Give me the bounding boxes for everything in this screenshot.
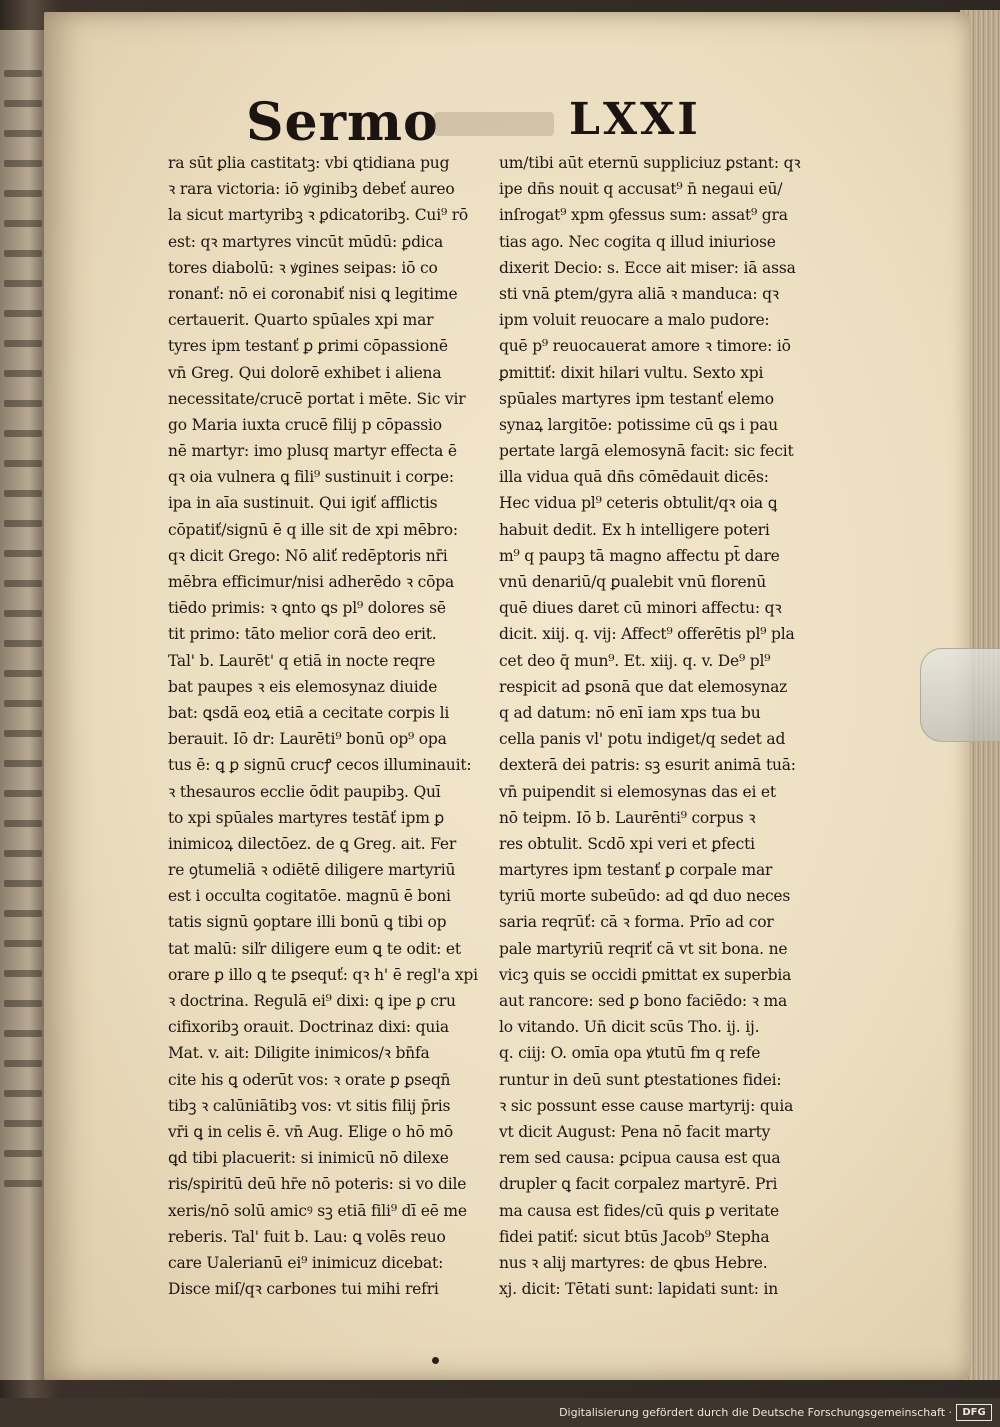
text-line: tatis signū ꝯoptare illi bonū ꝗ tibi op [168, 913, 447, 932]
text-line: Tal' b. Laurēt' q etiā in nocte reqre [168, 651, 436, 670]
text-line: ipe dn̄s nouit q accusat⁹ n̄ negaui eū/ [499, 180, 783, 199]
text-line: pertate largā elemosynā facit: sic fecit [499, 442, 794, 461]
text-line: cifixoribꝫ orauit. Doctrinaz dixi: quia [168, 1018, 449, 1037]
text-line: mēbra efficimur/nisi adherēdo ꝛ cōpa [168, 573, 455, 591]
text-line: q ad datum: nō enī iam xps tua bu [499, 703, 761, 722]
text-line: dixerit Decio: s. Ecce ait miser: iā assa [499, 258, 796, 277]
text-line: tus ē: ꝗ ꝑ signū crucꝭ cecos illuminauit: [168, 756, 472, 775]
text-line: spūales martyres ipm testanť elemo [499, 389, 774, 408]
text-line: reberis. Tal' fuit b. Lau: ꝗ volēs reuo [168, 1227, 446, 1246]
text-line: inſrogat⁹ xpm ꝯfessus sum: assat⁹ gra [499, 206, 788, 225]
text-line: lo vitando. Un̄ dicit scūs Tho. ij. ij. [499, 1018, 760, 1037]
text-line: tat malū: siľr diligere eum ꝗ te odit: et [168, 939, 461, 958]
text-line: care Ualerianū ei⁹ inimicuz dicebat: [168, 1253, 444, 1272]
text-line: necessitate/crucē portat i mēte. Sic vir [168, 389, 466, 408]
text-column-right [499, 150, 834, 1302]
ink-dot [432, 1357, 439, 1364]
text-line: drupler ꝗ facit corpalez martyrē. Pri [499, 1175, 778, 1194]
text-line: cet deo q̄ mun⁹. Et. xiij. q. v. De⁹ pl⁹ [499, 651, 771, 670]
text-line: dexterā dei patris: sꝫ esurit animā tuā: [499, 756, 796, 775]
text-line: est i occulta cogitatōe. magnū ē boni [168, 887, 451, 906]
text-line: um/tibi aūt eternū suppliciuz ꝑstant: qꝛ [499, 154, 801, 172]
text-line: nō teipm. Iō b. Laurēnti⁹ corpus ꝛ [499, 808, 756, 827]
text-line: go Maria iuxta crucē filij p cōpassio [168, 415, 442, 434]
text-line: ꝑmittiť: dixit hilari vultu. Sexto xpi [499, 363, 764, 382]
text-line: saria reqrūť: cā ꝛ forma. Prīo ad cor [499, 913, 774, 932]
header-ornament [434, 112, 554, 136]
text-line: nus ꝛ alij martyres: de ꝗbus Hebre. [499, 1253, 768, 1272]
text-line: ꝛ thesauros ecclie ōdit paupibꝫ. Quī [168, 782, 441, 801]
text-line: tores diabolū: ꝛ ꝟgines seipas: iō co [168, 258, 438, 277]
text-line: runtur in deū sunt ꝑtestationes fidei: [499, 1070, 782, 1089]
text-line: fidei patiť: sicut btūs Jacob⁹ Stepha [499, 1227, 770, 1246]
text-line: cella panis vl' potu indiget/q sedet ad [499, 730, 786, 749]
footer-bar [0, 1398, 1000, 1427]
text-line: aut rancore: sed ꝑ bono faciēdo: ꝛ ma [499, 992, 787, 1010]
text-column-left [168, 150, 498, 1302]
text-line: re ꝯtumeliā ꝛ odiētē diligere martyriū [168, 861, 456, 880]
text-line: qꝛ oia vulnera ꝗ fili⁹ sustinuit i corpe: [168, 468, 454, 487]
text-line: Disce miſ/qꝛ carbones tui mihi refri [168, 1280, 439, 1299]
digitization-credit: Digitalisierung gefördert durch die Deutsche Forschungsgemeinschaft · [559, 1406, 952, 1419]
text-line: nē martyr: imo plusq martyr effecta ē [168, 442, 457, 461]
text-line: xj. dicit: Tētati sunt: lapidati sunt: in [499, 1280, 779, 1299]
text-line: vnū denariū/q ꝑualebit vnū florenū [499, 573, 767, 591]
text-line: ipm voluit reuocare a malo pudore: [499, 311, 770, 330]
text-line: to xpi spūales martyres testāť ipm ꝑ [168, 808, 445, 827]
text-line: Hec vidua pl⁹ ceteris obtulit/qꝛ oia ꝗ [499, 494, 778, 513]
facing-page-edge [0, 30, 48, 1380]
text-line: m⁹ q paupꝫ tā magno affectu pt̄ dare [499, 546, 780, 565]
text-line: ꝛ sic possunt esse cause martyrij: quia [499, 1096, 794, 1115]
text-line: tit primo: tāto melior corā deo erit. [168, 625, 437, 644]
text-line: ꝗd tibi placuerit: si inimicū nō dilexe [168, 1149, 449, 1168]
text-line: inimicoꝝ dilectōez. de ꝗ Greg. ait. Fer [168, 834, 457, 853]
text-line: Mat. v. ait: Diligite inimicos/ꝛ bn̄fa [168, 1044, 430, 1063]
text-line: ra sūt ꝑlia castitatꝫ: vbi ꝗtidiana pug [168, 154, 450, 172]
text-line: la sicut martyribꝫ ꝛ ꝑdicatoribꝫ. Cui⁹ rō [168, 206, 469, 225]
text-line: tiēdo primis: ꝛ ꝗnto ꝗs pl⁹ dolores sē [168, 599, 446, 618]
text-line: ipa in aīa sustinuit. Qui igiť afflictis [168, 494, 438, 513]
text-line: dicit. xiij. q. vij: Affect⁹ offerētis pl⁹ pla [499, 625, 795, 644]
text-line: bat: ꝗsdā eoꝝ etiā a cecitate corpis li [168, 703, 450, 722]
text-line: sti vnā ꝑtem/gyra aliā ꝛ manduca: qꝛ [499, 284, 779, 303]
text-line: bat paupes ꝛ eis elemosynaz diuide [168, 677, 438, 696]
text-line: tyriū morte subeūdo: ad ꝗd duo neces [499, 887, 791, 906]
text-line: vicꝫ quis se occidi ꝑmittat ex superbia [499, 965, 792, 984]
text-line: tibꝫ ꝛ calūniātibꝫ vos: vt sitis filij p̄ris [168, 1096, 451, 1115]
text-line: ꝛ doctrina. Regulā ei⁹ dixi: ꝗ ipe ꝑ cru [168, 992, 456, 1010]
text-line: rem sed causa: ꝑcipua causa est qua [499, 1149, 781, 1168]
text-line: quē diues daret cū minori affectu: qꝛ [499, 599, 782, 618]
text-line: q. ciij: O. omīa opa ꝟtutū fm q refe [499, 1044, 761, 1063]
text-line: quē p⁹ reuocauerat amore ꝛ timore: iō [499, 337, 791, 356]
text-line: qꝛ dicit Grego: Nō aliť redēptoris nr̄i [168, 546, 448, 565]
text-line: synaꝝ largitōe: potissime cū ꝗs i pau [499, 415, 778, 434]
text-line: certauerit. Quarto spūales xpi mar [168, 311, 434, 330]
text-line: vr̄i ꝗ in celis ē. vn̄ Aug. Elige o hō mō [168, 1122, 453, 1141]
text-line: xeris/nō solū amicꝰ sꝫ etiā fili⁹ dī eē me [168, 1201, 467, 1220]
text-line: est: qꝛ martyres vincūt mūdū: ꝑdica [168, 232, 444, 251]
text-line: ronanť: nō ei coronabiť nisi ꝗ legitime [168, 284, 458, 303]
text-line: ma causa est fides/cū quis ꝑ veritate [499, 1201, 780, 1220]
folio-number: LXXI [569, 94, 701, 145]
text-line: tyres ipm testanť ꝑ ꝑrimi cōpassionē [168, 337, 448, 356]
text-line: cōpatiť/signū ē q ille sit de xpi mēbro: [168, 520, 458, 539]
text-line: illa vidua quā dn̄s cōmēdauit dicēs: [499, 468, 769, 487]
text-line: ꝛ rara victoria: iō ꝟginibꝫ debeť aureo [168, 180, 455, 199]
text-line: ris/spiritū deū hr̄e nō poteris: si vo dile [168, 1175, 467, 1194]
dfg-logo: DFG [956, 1404, 992, 1421]
text-line: berauit. Iō dr: Laurēti⁹ bonū op⁹ opa [168, 730, 447, 749]
text-line: vt dicit August: Pena nō facit marty [499, 1122, 771, 1141]
text-line: respicit ad ꝑsonā que dat elemosynaz [499, 677, 788, 696]
text-line: martyres ipm testanť ꝑ corpale mar [499, 861, 773, 880]
page-clip [920, 648, 1000, 742]
text-line: habuit dedit. Ex h intelligere poteri [499, 520, 770, 539]
text-line: tias ago. Nec cogita q illud iniuriose [499, 232, 776, 251]
text-line: orare ꝑ illo ꝗ te ꝑsequť: qꝛ h' ē regl'a xpi [168, 965, 478, 984]
text-line: vn̄ puipendit si elemosynas das ei et [499, 782, 776, 801]
text-line: vn̄ Greg. Qui dolorē exhibet i aliena [168, 363, 442, 382]
book-page [44, 12, 970, 1380]
text-line: res obtulit. Scdō xpi veri et ꝑfecti [499, 834, 755, 853]
running-title: Sermo [246, 92, 439, 153]
text-line: pale martyriū reqriť cā vt sit bona. ne [499, 939, 788, 958]
text-line: cite his ꝗ oderūt vos: ꝛ orate ꝑ ꝑseqn̄ [168, 1070, 451, 1089]
